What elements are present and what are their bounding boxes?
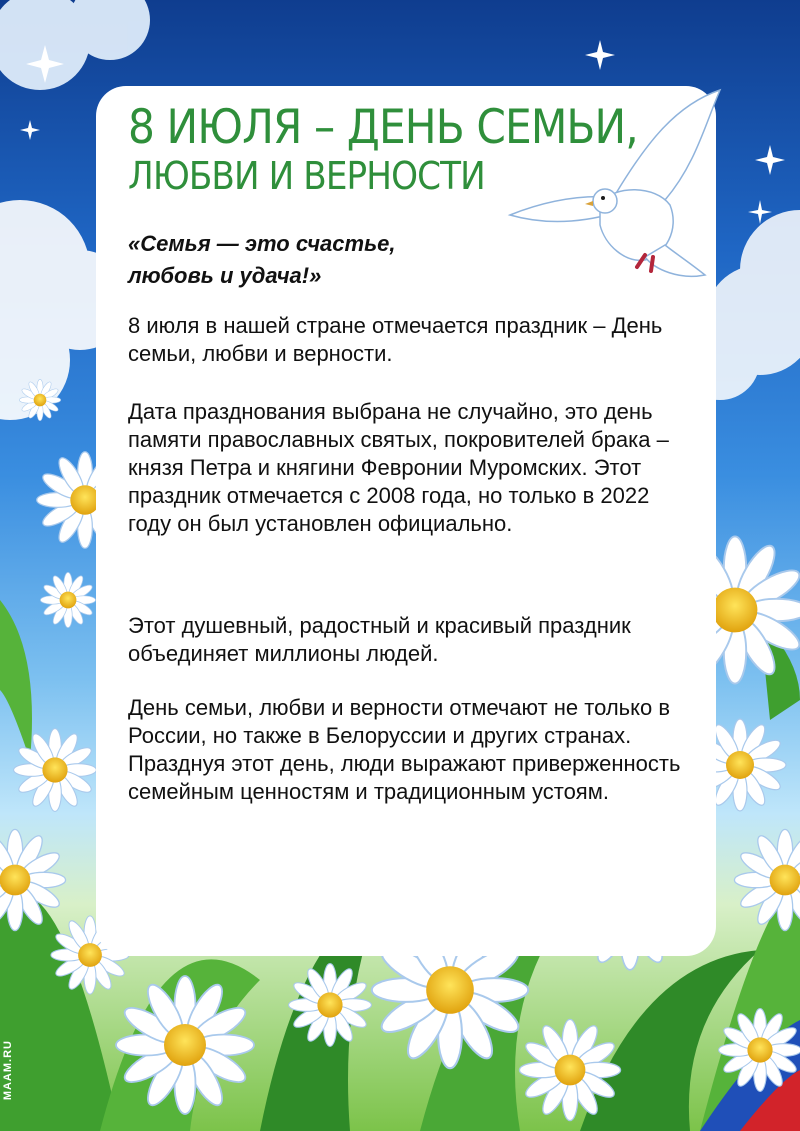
chamomile-flower-icon [40,572,95,627]
sparkle-star-icon [20,120,40,140]
quote-line-2: любовь и удача!» [128,263,322,288]
sparkle-star-icon [755,145,785,175]
paragraph-4: День семьи, любви и верности отмечают не только в России, но также в Белоруссии и других странах. Празднуя этот день, люди выражают приверженность семейным ценностям и традиционным устоям. [128,695,681,804]
site-watermark: MAAM.RU [2,1040,14,1101]
title-line-1: 8 ИЮЛЯ – ДЕНЬ СЕМЬИ, [128,100,638,155]
sparkle-star-icon [585,40,615,70]
motto-quote [128,228,508,292]
cloud-icon [0,0,150,90]
chamomile-flower-icon [0,829,66,930]
paragraph-2: Дата празднования выбрана не случайно, это день памяти православных святых, покровителей брака – князя Петра и княгини Февронии Муромских. Этот праздник отмечается с 2008 года, но только в 2022 году он был установлен официально. [128,399,669,536]
page-title [128,100,648,198]
paragraph-3: Этот душевный, радостный и красивый праздник объединяет миллионы людей. [128,613,631,666]
paragraph-1: 8 июля в нашей стране отмечается праздник – День семьи, любви и верности. [128,313,663,366]
chamomile-flower-icon [734,829,800,930]
quote-line-1: «Семья — это счастье, [128,231,396,256]
title-line-2: ЛЮБВИ И ВЕРНОСТИ [128,154,485,198]
